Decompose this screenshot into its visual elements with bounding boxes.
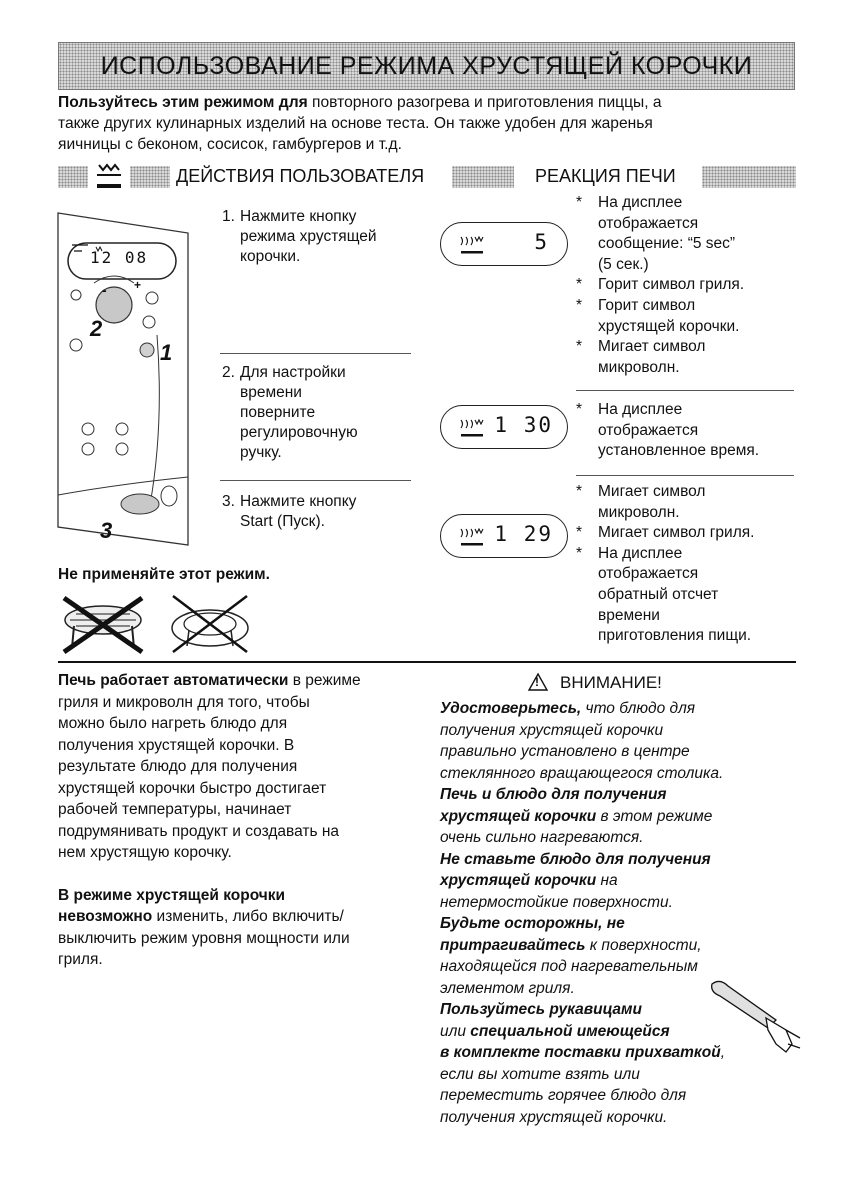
auto-line: результате блюдо для получения	[58, 758, 298, 775]
divider	[576, 390, 794, 391]
warning-bold: Удостоверьтесь,	[440, 700, 582, 717]
header-user-actions: ДЕЙСТВИЯ ПОЛЬЗОВАТЕЛЯ	[172, 163, 428, 189]
warning-line: или	[440, 1022, 471, 1040]
crisp-icon	[92, 161, 126, 191]
crisp-display-icon	[459, 416, 485, 440]
oven-display-1	[440, 222, 568, 266]
oven-display-3	[440, 514, 568, 558]
bullet-star: *	[576, 296, 583, 314]
intro-line-2: также других кулинарных изделий на основе теста. Он также удобен для жаренья	[58, 115, 653, 132]
step-3-line: Start (Пуск).	[240, 513, 325, 530]
step-3-number: 3.	[222, 493, 235, 510]
panel-label-2: 2	[90, 316, 103, 341]
reaction-line: отображается	[598, 214, 699, 232]
reaction-line: установленное время.	[598, 442, 760, 460]
header-oven-reaction: РЕАКЦИЯ ПЕЧИ	[531, 163, 680, 189]
warning-line: нетермостойкие поверхности.	[440, 893, 673, 911]
crisp-plate-crossed-icon	[165, 590, 255, 658]
auto-line: гриля и микроволн для того, чтобы	[58, 693, 310, 711]
warning-bold: специальной имеющейся	[470, 1022, 670, 1040]
reaction-line: хрустящей корочки.	[598, 317, 740, 335]
step-2-number: 2.	[222, 364, 235, 381]
step-3-line: Нажмите кнопку	[240, 493, 357, 510]
auto-bold: Печь работает автоматически	[58, 672, 289, 689]
panel-label-3: 3	[100, 518, 113, 543]
step-1-line: режима хрустящей	[240, 228, 377, 245]
panel-plus: +	[134, 278, 142, 292]
warning-bold: хрустящей корочки	[440, 872, 597, 889]
warning-line: на	[596, 872, 618, 889]
warning-line: ,	[720, 1044, 725, 1061]
restriction-line: выключить режим уровня мощности или	[58, 929, 350, 947]
bullet-star: *	[576, 544, 583, 562]
step-3	[222, 492, 422, 536]
reaction-line: микроволн.	[598, 358, 680, 376]
warning-line: элементом гриля.	[440, 979, 575, 997]
intro-line-1: повторного разогрева и приготовления пиццы, а	[307, 94, 662, 111]
step-2-line: времени	[240, 384, 302, 401]
section-divider	[58, 661, 796, 663]
crisp-display-icon	[459, 233, 485, 257]
warning-line: если вы хотите взять или	[440, 1065, 640, 1083]
reaction-list-1	[576, 193, 798, 378]
divider	[220, 480, 411, 481]
warning-bold: Пользуйтесь рукавицами	[440, 1001, 642, 1018]
intro-line-3: яичницы с беконом, сосисок, гамбургеров и т.д.	[58, 136, 402, 153]
header-strip-mid1	[130, 166, 170, 188]
warning-line: что блюдо для	[581, 700, 696, 717]
reaction-item	[576, 193, 798, 275]
display-value: 1 29	[494, 522, 553, 546]
handle-tool-icon	[706, 978, 804, 1060]
reaction-item	[576, 296, 798, 337]
reaction-line: Горит символ	[598, 296, 696, 314]
divider	[220, 353, 411, 354]
step-2-line: ручку.	[240, 444, 282, 461]
step-2-line: поверните	[240, 404, 316, 421]
reaction-line: На дисплее	[598, 401, 683, 418]
step-2	[222, 363, 422, 473]
auto-text: в режиме	[288, 672, 361, 689]
reaction-list-2	[576, 400, 798, 462]
step-1	[222, 207, 422, 287]
reaction-item	[576, 523, 798, 544]
grill-rack-crossed-icon	[58, 590, 148, 658]
reaction-line: отображается	[598, 421, 699, 439]
warning-bold: в комплекте поставки прихваткой	[440, 1044, 721, 1061]
divider	[576, 475, 794, 476]
warning-text	[440, 698, 802, 1128]
reaction-line: Мигает символ	[598, 483, 706, 500]
no-use-heading: Не применяйте этот режим.	[58, 566, 270, 583]
reaction-list-3	[576, 482, 798, 647]
step-2-line: регулировочную	[240, 424, 358, 441]
auto-line: хрустящей корочки быстро достигает	[58, 779, 327, 797]
reaction-item	[576, 275, 798, 296]
bullet-star: *	[576, 194, 583, 211]
reaction-line: Горит символ гриля.	[598, 276, 745, 294]
warning-line: к поверхности,	[585, 936, 702, 954]
auto-line: нем хрустящую корочку.	[58, 844, 232, 861]
display-value: 1 30	[494, 413, 553, 437]
warning-line: получения хрустящей корочки.	[440, 1108, 668, 1126]
auto-operation-text	[58, 670, 408, 971]
panel-label-1: 1	[160, 340, 173, 365]
page-title: ИСПОЛЬЗОВАНИЕ РЕЖИМА ХРУСТЯЩЕЙ КОРОЧКИ	[100, 52, 753, 80]
intro-bold: Пользуйтесь этим режимом для	[58, 94, 308, 111]
reaction-line: (5 сек.)	[598, 255, 649, 273]
reaction-item	[576, 482, 798, 523]
warning-line: переместить горячее блюдо для	[440, 1087, 687, 1104]
restriction-text: изменить, либо включить/	[152, 908, 344, 925]
reaction-line: времени	[598, 606, 660, 624]
reaction-line: микроволн.	[598, 503, 680, 521]
step-1-number: 1.	[222, 208, 235, 225]
auto-line: рабочей температуры, начинает	[58, 801, 292, 818]
step-2-line: Для настройки	[240, 364, 346, 381]
reaction-line: отображается	[598, 565, 699, 583]
warning-line: получения хрустящей корочки	[440, 721, 664, 739]
warning-title: ВНИМАНИЕ!	[560, 673, 662, 692]
reaction-line: сообщение: “5 sec”	[598, 235, 736, 253]
panel-display-time: 12 08	[90, 248, 149, 267]
oven-display-2	[440, 405, 568, 449]
bullet-star: *	[576, 276, 583, 294]
warning-bold: Печь и блюдо для получения	[440, 786, 667, 803]
warning-line: в этом режиме	[596, 807, 713, 825]
auto-line: подрумянивать продукт и создавать на	[58, 822, 340, 840]
reaction-item	[576, 400, 798, 462]
step-1-line: Нажмите кнопку	[240, 208, 357, 225]
bullet-star: *	[576, 524, 583, 542]
reaction-line: Мигает символ гриля.	[598, 524, 755, 542]
reaction-line: На дисплее	[598, 194, 683, 211]
bullet-star: *	[576, 401, 583, 418]
header-strip-mid2	[452, 166, 514, 188]
warning-bold: Не ставьте блюдо для получения	[440, 850, 711, 868]
warning-line: очень сильно нагреваются.	[440, 829, 644, 846]
bullet-star: *	[576, 483, 583, 500]
restriction-bold: невозможно	[58, 908, 153, 925]
warning-bold: притрагивайтесь	[440, 936, 586, 954]
warning-icon-mark: !	[535, 675, 539, 689]
reaction-item	[576, 337, 798, 378]
intro-paragraph	[58, 92, 798, 155]
reaction-line: На дисплее	[598, 544, 683, 562]
header-strip-right	[702, 166, 796, 188]
reaction-line: Мигает символ	[598, 338, 706, 356]
crisp-display-icon	[459, 525, 485, 549]
auto-line: можно было нагреть блюдо для	[58, 715, 288, 732]
reaction-line: обратный отсчет	[598, 585, 719, 603]
panel-minus: -	[102, 282, 107, 298]
auto-line: получения хрустящей корочки. В	[58, 736, 295, 754]
warning-bold: хрустящей корочки	[440, 807, 597, 825]
reaction-item	[576, 544, 798, 647]
warning-line: находящейся под нагревательным	[440, 958, 698, 975]
warning-line: стеклянного вращающегося столика.	[440, 764, 724, 782]
warning-line: правильно установлено в центре	[440, 743, 690, 760]
display-value: 5	[534, 230, 549, 254]
header-strip-left	[58, 166, 88, 188]
restriction-line: гриля.	[58, 951, 103, 968]
reaction-line: приготовления пищи.	[598, 627, 752, 645]
step-1-line: корочки.	[240, 248, 301, 265]
restriction-bold: В режиме хрустящей корочки	[58, 886, 286, 904]
bullet-star: *	[576, 338, 583, 356]
warning-bold: Будьте осторожны, не	[440, 915, 625, 932]
